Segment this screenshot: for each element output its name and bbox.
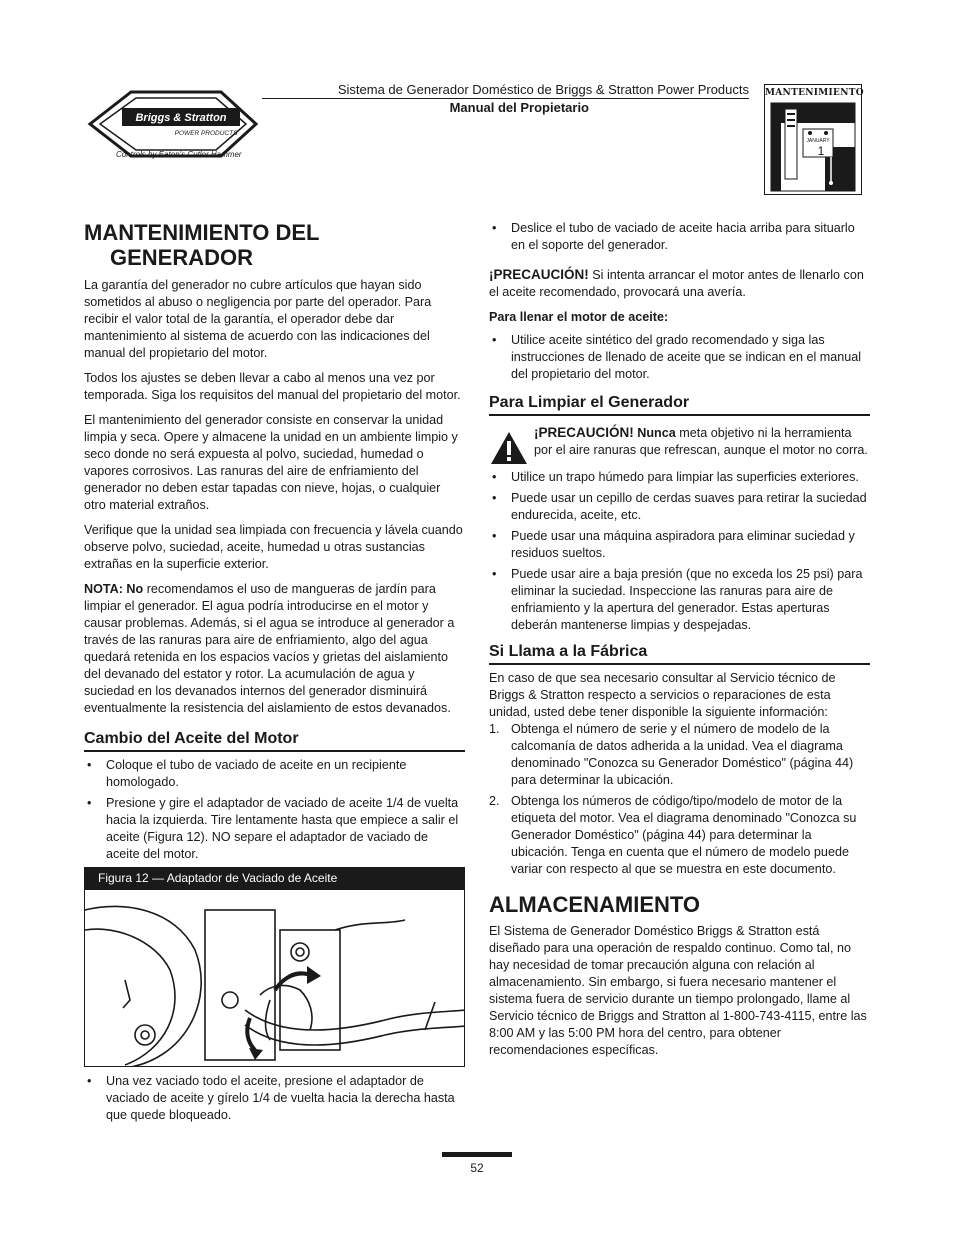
header-title: Sistema de Generador Doméstico de Briggs & Stratton Power Products [337,82,749,97]
warning-triangle-icon [489,430,529,466]
badge-title: MANTENIMIENTO [765,88,864,98]
wrench-calendar-icon [765,101,861,194]
list-item: • Utilice un trapo húmedo para limpiar las superficies exteriores. [489,469,870,486]
oil-change-heading: Cambio del Aceite del Motor [84,729,465,752]
svg-text:1: 1 [817,144,825,158]
factory-call-heading: Si Llama a la Fábrica [489,642,870,665]
list-item: • Utilice aceite sintético del grado recomendado y siga las instrucciones de llenado de aceite que se indican en el manual del propietario del motor. [489,332,870,383]
caution-paragraph: ¡PRECAUCIÓN! Si intenta arrancar el motor antes de llenarlo con el aceite recomendado, provocará una avería. [489,267,864,299]
right-column [489,220,870,1059]
list-item: • Presione y gire el adaptador de vaciado de aceite 1/4 de vuelta hacia la izquierda. Tire lentamente hasta que empiece a salir el aceite (Figura 12). NO separe el adaptador de vaciado de aceite del motor. [84,795,465,863]
oil-change-list [84,757,465,863]
list-item: • Puede usar aire a baja presión (que no exceda los 25 psi) para eliminar la suciedad. Inspeccione las ranuras para aire de enfriamiento y la apertura del generador. Estas aperturas deberán mantenerse limpias y despejadas. [489,566,870,634]
list-item: • Una vez vaciado todo el aceite, presione el adaptador de vaciado de aceite y gírelo 1/4 de vuelta hacia la derecha hasta que quede bloqueado. [84,1073,465,1124]
left-column [84,220,465,1128]
footer-rule [442,1152,512,1157]
note-label: NOTA: No [84,582,144,596]
caution-label: ¡PRECAUCIÓN! [489,267,589,282]
paragraph: La garantía del generador no cubre artículos que hayan sido sometidos al abuso o negligencia por parte del operador. Para recibir el valor total de la garantía, el operador debe dar mantenimiento al sistema de acuerdo con las indicaciones del manual del propietario del motor. [84,278,432,360]
fill-oil-label: Para llenar el motor de aceite: [489,310,669,324]
caution-block [489,424,870,459]
logo-tagline: Controls by Eaton's Cutler Hammer [116,150,242,159]
maintenance-badge [764,84,862,195]
header-subtitle: Manual del Propietario [449,100,589,115]
factory-info-list [489,721,870,878]
list-item: • Puede usar un cepillo de cerdas suaves para retirar la suciedad endurecida, aceite, etc. [489,490,870,524]
badge-calendar-month: JANUARY [806,138,830,144]
paragraph: Todos los ajustes se deben llevar a cabo al menos una vez por temporada. Siga los requisitos del manual del propietario del motor. [84,371,461,402]
maintenance-heading: MANTENIMIENTO DEL GENERADOR [84,220,320,270]
list-item: 1. Obtenga el número de serie y el número de modelo de la calcomanía de datos adherida a la unidad. Vea el diagrama denominado "Conozca su Generador Doméstico" (página 44) para determinar la ubicación. [489,722,854,787]
page-number: 52 [470,1161,484,1175]
list-item: • Coloque el tubo de vaciado de aceite en un recipiente homologado. [84,757,465,791]
clean-list [489,469,870,634]
oil-change-list-top [489,220,870,254]
header-rule [262,98,749,99]
list-item: 2. Obtenga los números de código/tipo/modelo de motor de la etiqueta del motor. Vea el diagrama denominado "Conozca su Generador Doméstico" (página 44) para determinar la ubicación. Tenga en cuenta que el número de modelo puede variar con respecto al que se muestra en este documento. [489,794,857,876]
caution-text: ¡PRECAUCIÓN! Nunca meta objetivo ni la herramienta por el aire ranuras que refrescan, aunque el motor no corra. [534,425,868,457]
paragraph: El Sistema de Generador Doméstico Briggs & Stratton está diseñado para una operación de respaldo continuo. Como tal, no hay necesidad de tomar precaución alguna con relación al almacenamiento. Sin embargo, si fuera necesario mantener el sistema fuera de servicio durante un tiempo prolongado, llame al Servicio técnico de Briggs and Stratton al 1-800-743-4115, entre las 8:00 AM y las 5:00 PM hora del centro, para obtener recomendaciones específicas. [489,924,867,1057]
oil-drain-illustration [85,890,465,1067]
storage-heading: ALMACENAMIENTO [489,892,701,917]
paragraph: El mantenimiento del generador consiste en conservar la unidad limpia y seca. Opere y almacene la unidad en un ambiente limpio y seco donde no será expuesta al polvo, suciedad, humedad o vapores corrosivos. Las ranuras del aire de enfriamiento del generador no deben estar tapadas con nieve, hojas, o cualquier otro material extraños. [84,413,458,512]
logo-text: Briggs & Stratton [135,112,227,124]
fill-oil-list [489,332,870,383]
list-item: • Deslice el tubo de vaciado de aceite hacia arriba para situarlo en el soporte del generador. [489,220,870,254]
figure-caption: Figura 12 — Adaptador de Vaciado de Aceite [84,867,465,889]
figure-oil-drain-adapter [84,889,465,1067]
list-item: • Puede usar una máquina aspiradora para eliminar suciedad y residuos sueltos. [489,528,870,562]
logo-subtext: POWER PRODUCTS [174,130,238,137]
oil-change-list-continued [84,1073,465,1124]
paragraph: Verifique que la unidad sea limpiada con frecuencia y lávela cuando observe polvo, suciedad, aceite, humedad u otras sustancias extrañas en la superficie exterior. [84,523,463,571]
paragraph: En caso de que sea necesario consultar al Servicio técnico de Briggs & Stratton respecto a servicios o reparaciones de esta unidad, usted debe tener disponible la siguiente información: [489,671,836,719]
note-paragraph: NOTA: No recomendamos el uso de mangueras de jardín para limpiar el generador. El agua podría introducirse en el motor y causar problemas. Además, si el agua se introduce al generador a través de las ranuras para aire de enfriamiento, algo del agua quedará retenida en los espacios vacíos y grietas del aislamiento del devanado del estator y rotor. La acumulación de agua y suciedad en los devanados internos del generador disminuirá eventualmente la resistencia del aislamiento de estos devanados. [84,582,455,715]
caution-label: ¡PRECAUCIÓN! [534,425,634,440]
clean-generator-heading: Para Limpiar el Generador [489,393,870,416]
